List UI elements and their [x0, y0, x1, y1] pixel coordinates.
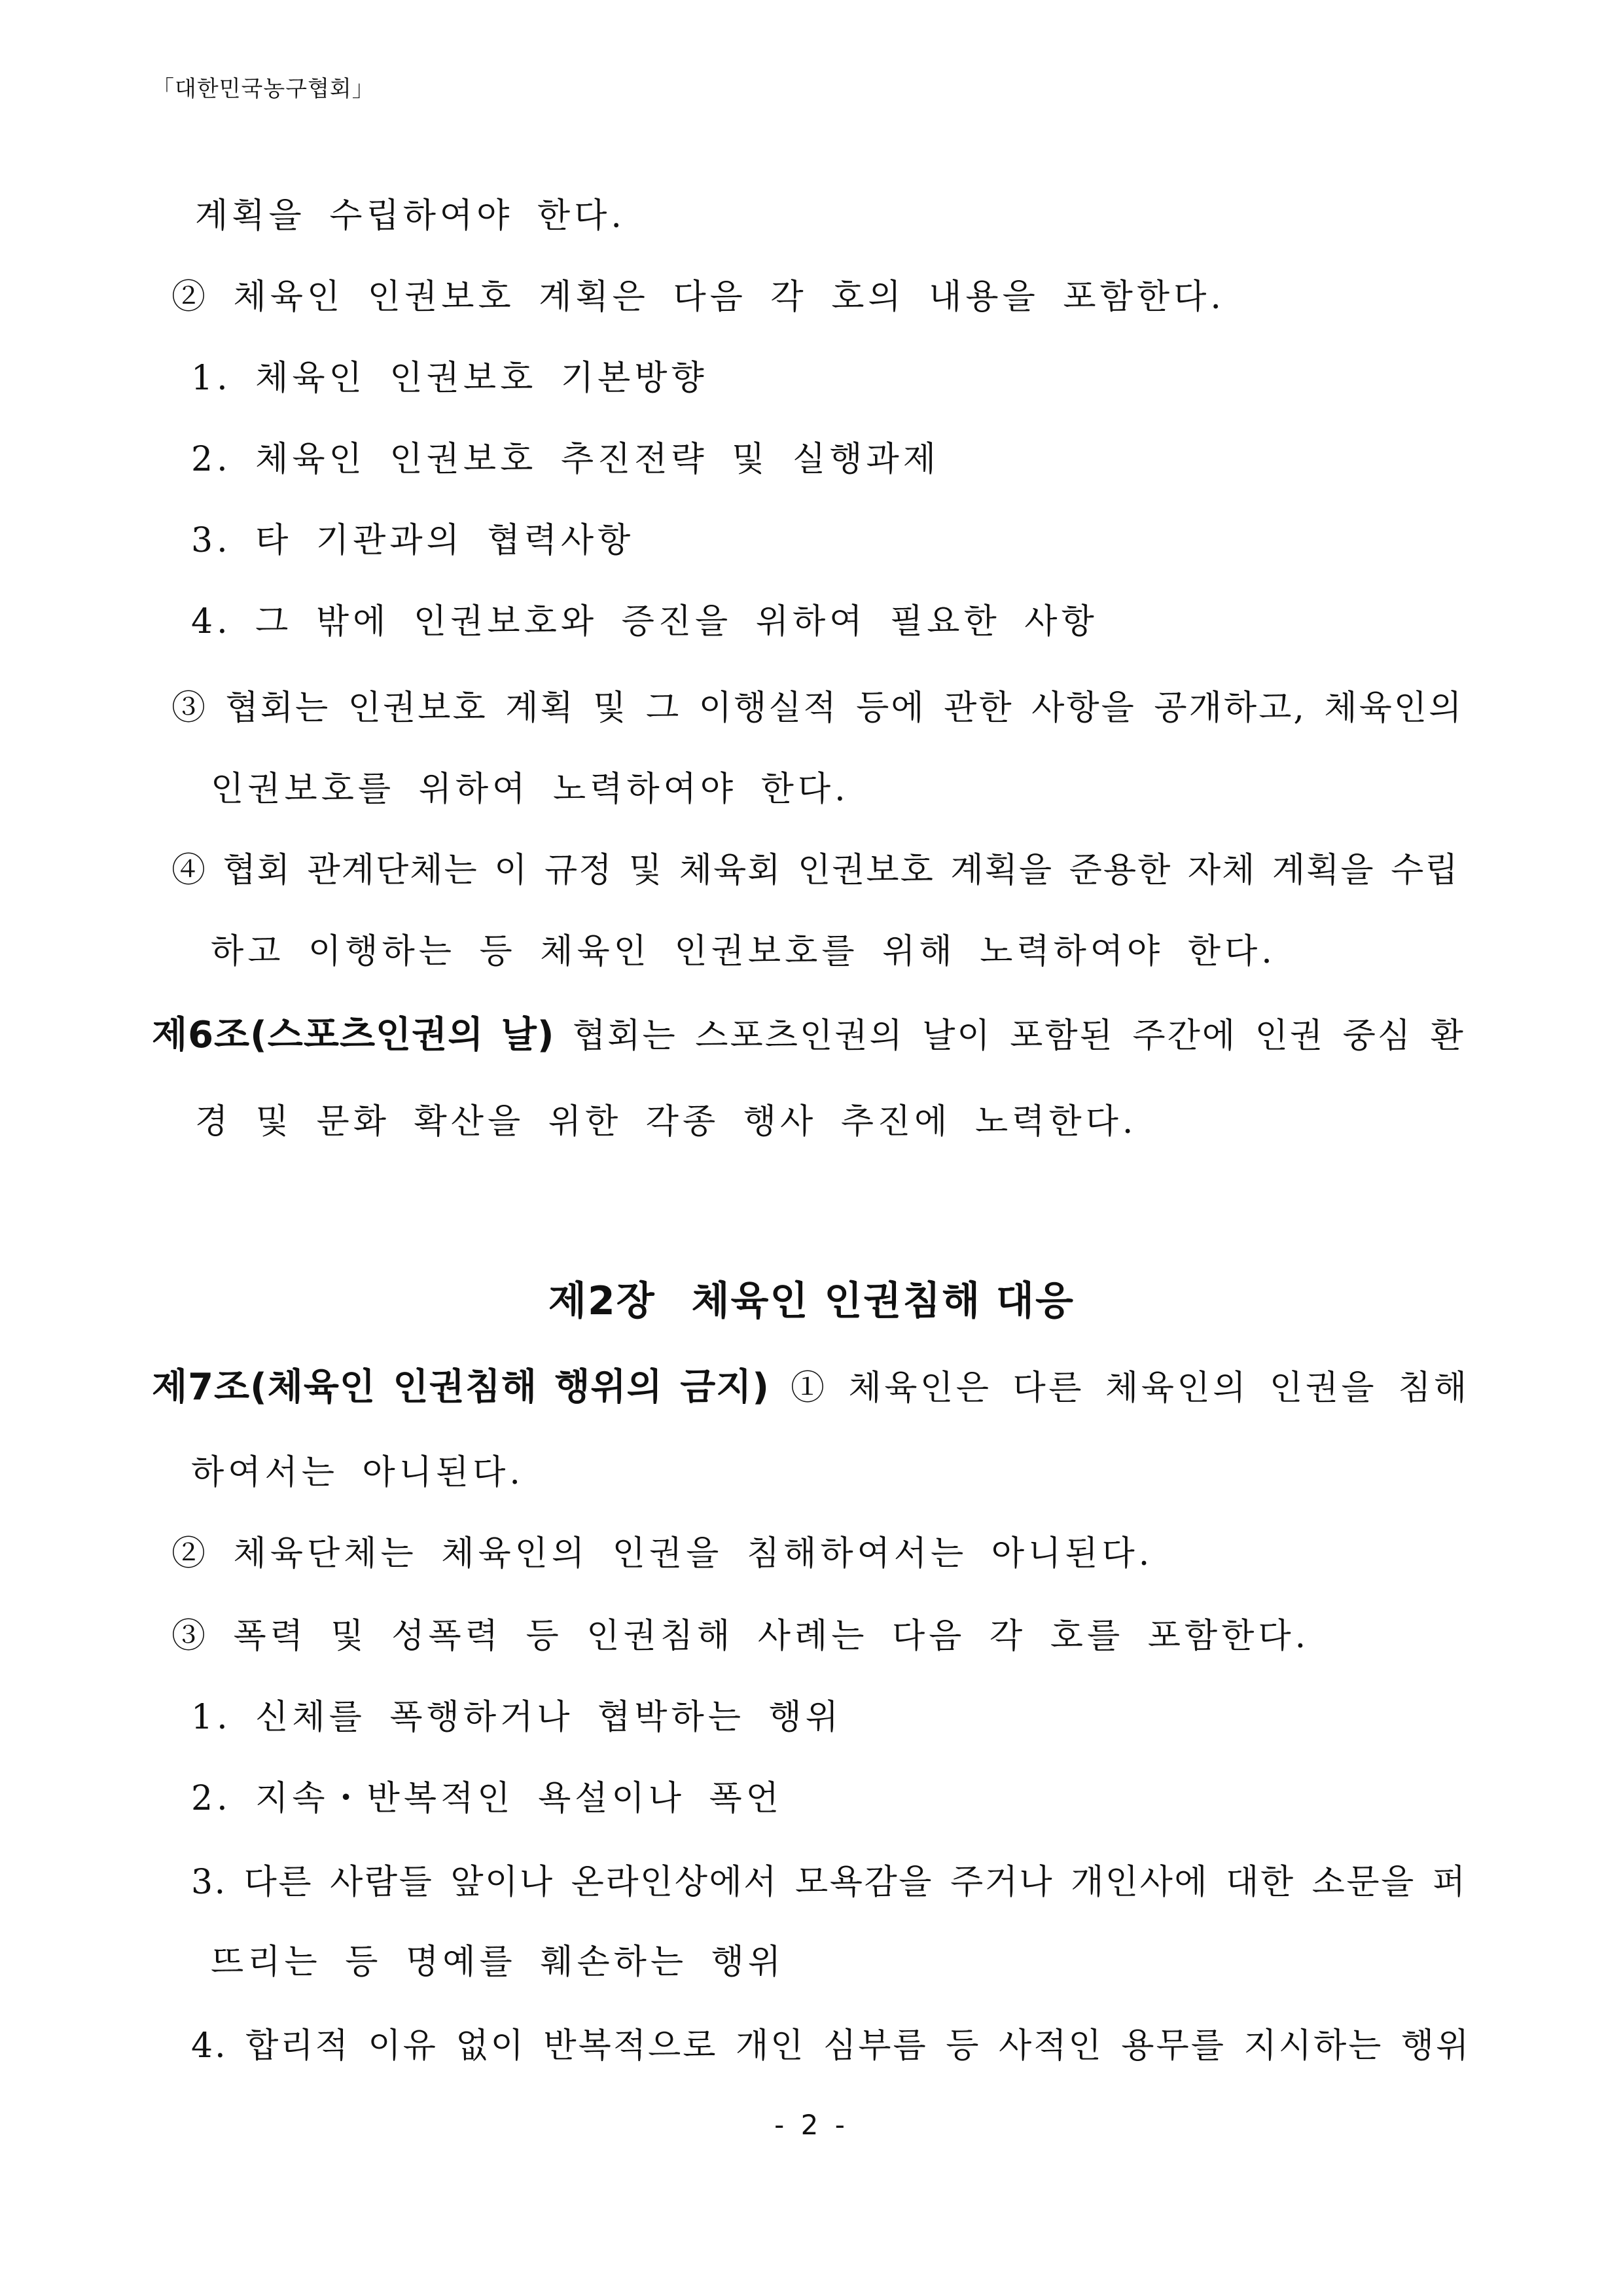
list-item: 4. 합리적 이유 없이 반복적으로 개인 심부름 등 사적인 용무를 지시하는 행위 [191, 2026, 1471, 2066]
list-item: 2. 체육인 인권보호 추진전략 및 실행과제 [191, 440, 940, 479]
list-item: 3. 다른 사람들 앞이나 온라인상에서 모욕감을 주거나 개인사에 대한 소문을 퍼 [191, 1863, 1467, 1902]
chapter-number: 제2장 [548, 1278, 656, 1324]
list-item-cont: 뜨리는 등 명예를 훼손하는 행위 [211, 1943, 785, 1982]
paragraph-3: ③ 협회는 인권보호 계획 및 그 이행실적 등에 관한 사항을 공개하고, 체육인의 [171, 689, 1464, 728]
article-7-paragraph-2: ② 체육단체는 체육인의 인권을 침해하여서는 아니된다. [171, 1534, 1154, 1573]
article-6-cont: 경 및 문화 확산을 위한 각종 행사 추진에 노력한다. [195, 1102, 1137, 1141]
article-7-text: ① 체육인은 다른 체육인의 인권을 침해 [791, 1369, 1470, 1408]
article-6-text: 협회는 스포츠인권의 날이 포함된 주간에 인권 중심 환 [573, 1016, 1465, 1056]
article-7 [152, 1366, 1470, 1408]
page-number: - 2 - [774, 2109, 849, 2141]
paragraph-4: ④ 협회 관계단체는 이 규정 및 체육회 인권보호 계획을 준용한 자체 계획을 수립 [171, 851, 1459, 890]
text-line: 계획을 수립하여야 한다. [195, 196, 626, 236]
chapter-heading [0, 1270, 1623, 1326]
list-item: 4. 그 밖에 인권보호와 증진을 위하여 필요한 사항 [191, 602, 1098, 641]
article-7-title: 제7조(체육인 인권침해 행위의 금지) [152, 1366, 770, 1408]
list-item: 1. 신체를 폭행하거나 협박하는 행위 [191, 1698, 842, 1737]
article-7-cont: 하여서는 아니된다. [191, 1453, 524, 1492]
article-6 [152, 1014, 1465, 1056]
list-item: 3. 타 기관과의 협력사항 [191, 521, 635, 560]
paragraph-2: ② 체육인 인권보호 계획은 다음 각 호의 내용을 포함한다. [171, 278, 1225, 317]
paragraph-3-cont: 인권보호를 위하여 노력하여야 한다. [211, 770, 849, 809]
paragraph-4-cont: 하고 이행하는 등 체육인 인권보호를 위해 노력하여야 한다. [211, 932, 1276, 971]
page-header: 「대한민국농구협회」 [152, 76, 375, 102]
list-item: 1. 체육인 인권보호 기본방향 [191, 359, 708, 398]
list-item: 2. 지속・반복적인 욕설이나 폭언 [191, 1779, 783, 1818]
article-7-paragraph-3: ③ 폭력 및 성폭력 등 인권침해 사례는 다음 각 호를 포함한다. [171, 1617, 1310, 1656]
article-6-title: 제6조(스포츠인권의 날) [152, 1014, 555, 1056]
chapter-title: 체육인 인권침해 대응 [691, 1278, 1075, 1324]
